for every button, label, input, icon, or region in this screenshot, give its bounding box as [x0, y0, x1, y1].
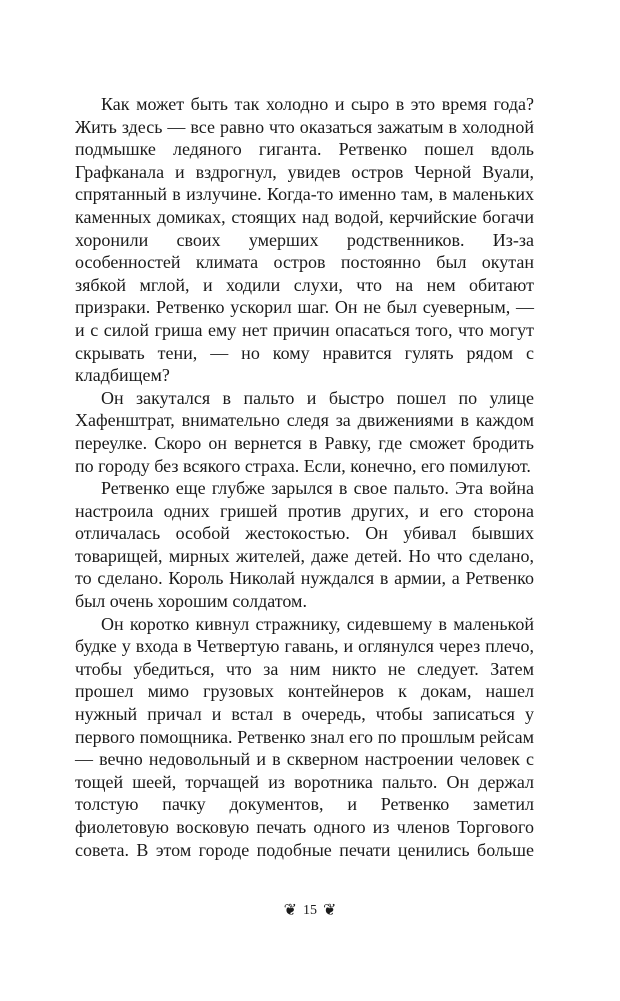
page-number: 15 [303, 903, 317, 918]
paragraph-2: Он закутался в пальто и быстро пошел по улице Хафенштрат, внимательно следя за движениями в каждом переулке. Скоро он вернется в Равку, где сможет бродить по городу без всякого страха. Если, конечно, его помилуют. [75, 387, 534, 476]
book-page-text [75, 93, 534, 861]
page-footer [0, 900, 620, 920]
paragraph-4: Он коротко кивнул стражнику, сидевшему в маленькой будке у входа в Четвертую гавань, и оглянулся через плечо, чтобы убедиться, что за ним никто не следует. Затем прошел мимо грузовых контейнеров к докам, нашел нужный причал и встал в очередь, чтобы записаться у первого помощника. Ретвенко знал его по прошлым рейсам — вечно недовольный и в скверном настроении человек с тощей шеей, торчащей из воротника пальто. Он держал толстую пачку документов, и Ретвенко заметил фиолетовую восковую печать одного из членов Торгового совета. В этом городе подобные печати ценились больше [75, 613, 534, 860]
ornament-left-icon: ❦ [283, 902, 297, 919]
ornament-right-icon: ❦ [323, 902, 337, 919]
paragraph-3: Ретвенко еще глубже зарылся в свое пальто. Эта война настроила одних гришей против других, и его сторона отличалась особой жестокостью. Он убивал бывших товарищей, мирных жителей, даже детей. Но что сделано, то сделано. Король Николай нуждался в армии, а Ретвенко был очень хорошим солдатом. [75, 478, 534, 612]
paragraph-1: Как может быть так холодно и сыро в это время года? Жить здесь — все равно что оказаться зажатым в холодной подмышке ледяного гиганта. Ретвенко пошел вдоль Графканала и вздрогнул, увидев остров Черной Вуали, спрятанный в излучине. Когда-то именно там, в маленьких каменных домиках, стоящих над водой, керчийские богачи хоронили своих умерших родственников. Из-за особенностей климата остров постоянно был окутан зябкой мглой, и ходили слухи, что на нем обитают призраки. Ретвенко ускорил шаг. Он не был суеверным, — и с силой гриша ему нет причин опасаться того, что могут скрывать тени, — но кому нравится гулять рядом с кладбищем? [75, 94, 534, 386]
